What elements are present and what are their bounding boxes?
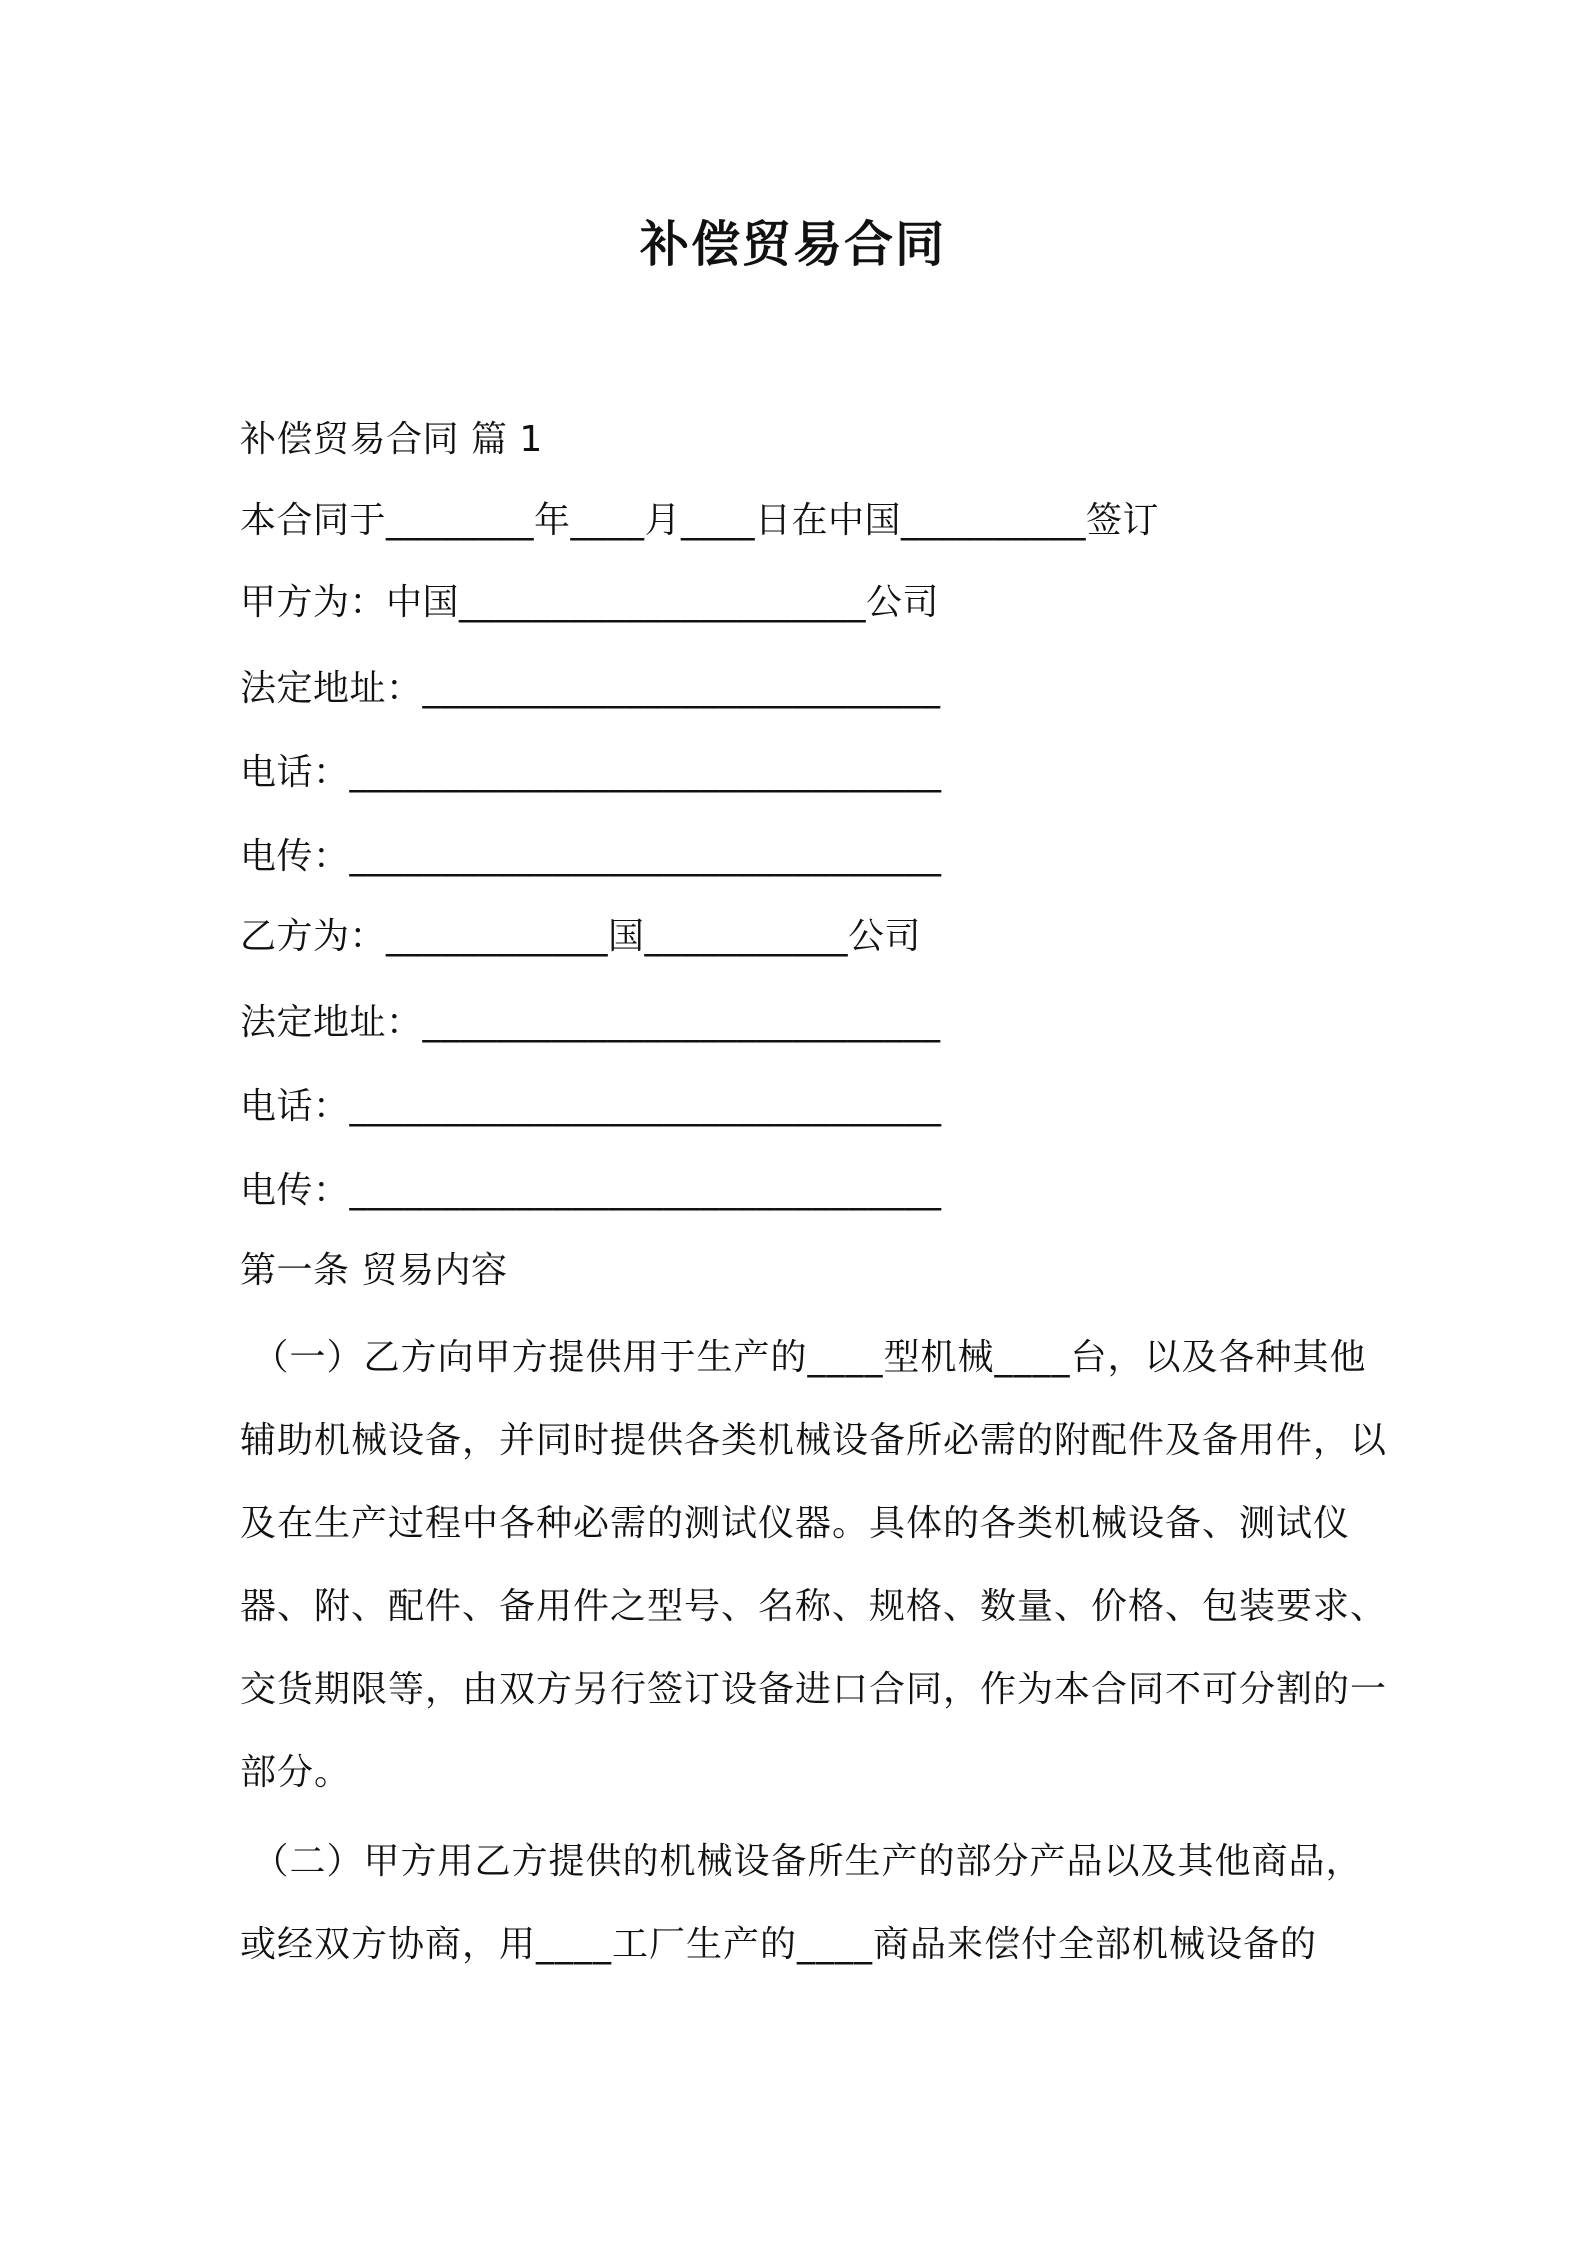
party-b-name-line: 乙方为：____________国___________公司 <box>240 916 922 957</box>
party-a-phone-line: 电话：________________________________ <box>240 752 942 793</box>
party-b-telex-line: 电传：________________________________ <box>240 1170 942 1211</box>
party-a-name-line: 甲方为：中国______________________公司 <box>240 582 940 623</box>
party-a-address-line: 法定地址：____________________________ <box>240 668 941 709</box>
document-title: 补偿贸易合同 <box>639 216 946 273</box>
party-b-address-line: 法定地址：____________________________ <box>240 1002 941 1043</box>
article-one-heading: 第一条 贸易内容 <box>240 1250 508 1291</box>
article-one-paragraph-1: （一）乙方向甲方提供用于生产的____型机械____台，以及各种其他辅助机械设备，并同时提供各类机械设备所必需的附配件及备用件，以及在生产过程中各种必需的测试仪器。具体的各类机械设备、测试仪器、附、配件、备用件之型号、名称、规格、数量、价格、包装要求、交货期限等，由双方另行签订设备进口合同，作为本合同不可分割的一部分。 <box>240 1337 1388 1793</box>
signing-date-line: 本合同于________年____月____日在中国__________签订 <box>240 500 1160 541</box>
party-b-phone-line: 电话：________________________________ <box>240 1086 942 1127</box>
document-subtitle: 补偿贸易合同 篇 1 <box>240 419 543 460</box>
party-a-telex-line: 电传：________________________________ <box>240 836 942 877</box>
article-one-paragraph-2: （二）甲方用乙方提供的机械设备所生产的部分产品以及其他商品，或经双方协商，用____工厂生产的____商品来偿付全部机械设备的 <box>240 1841 1363 1965</box>
